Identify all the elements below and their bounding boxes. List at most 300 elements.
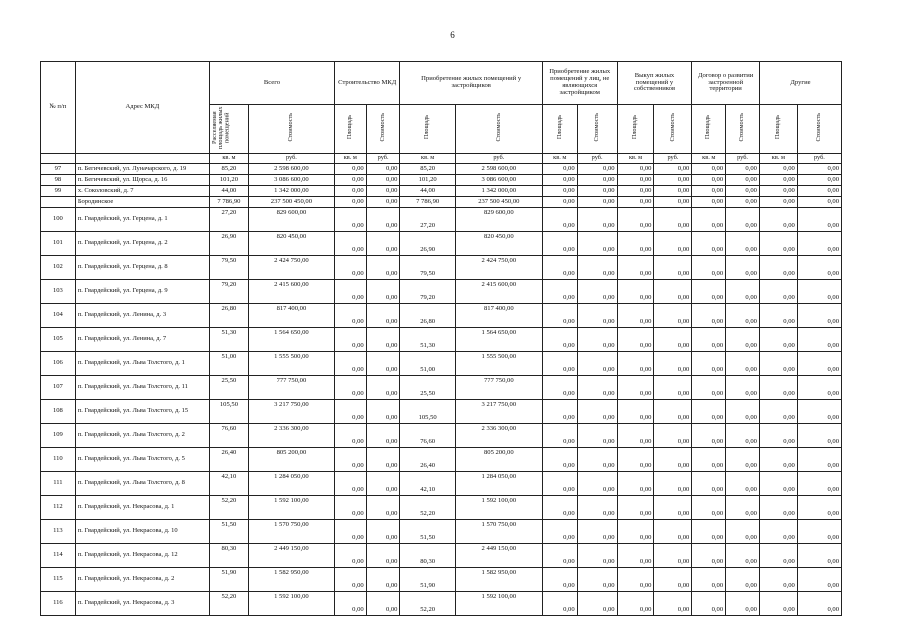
construction-cost: 0,00	[366, 280, 400, 304]
row-address: п. Гвардейский, ул. Льва Толстого, д. 11	[75, 376, 209, 400]
value-cell: 0,00	[759, 544, 797, 568]
row-number: 103	[41, 280, 76, 304]
table-body	[41, 164, 842, 616]
total-area: 79,50	[209, 256, 248, 280]
purchase-dev-cost: 1 284 050,00	[455, 472, 542, 496]
unit-cell: руб.	[455, 154, 542, 164]
purchase-dev-cost: 820 450,00	[455, 232, 542, 256]
value-cell: 0,00	[726, 568, 760, 592]
row-address: п. Гвардейский, ул. Ленина, д. 3	[75, 304, 209, 328]
row-number: 106	[41, 352, 76, 376]
construction-area: 0,00	[334, 352, 366, 376]
value-cell: 0,00	[759, 448, 797, 472]
value-cell: 0,00	[542, 376, 577, 400]
subheader-area: Площадь	[423, 115, 431, 140]
table-row	[41, 175, 842, 186]
row-address: п. Гвардейский, ул. Льва Толстого, д. 8	[75, 472, 209, 496]
purchase-dev-cost: 829 600,00	[455, 208, 542, 232]
value-cell: 0,00	[542, 472, 577, 496]
header-construction: Строительство МКД	[334, 62, 400, 105]
table-row	[41, 568, 842, 592]
table-row	[41, 208, 842, 232]
value-cell: 0,00	[726, 544, 760, 568]
value-cell: 0,00	[654, 472, 692, 496]
table-row	[41, 472, 842, 496]
purchase-dev-area: 25,50	[400, 376, 455, 400]
unit-cell: руб.	[654, 154, 692, 164]
table-row	[41, 496, 842, 520]
purchase-dev-cost: 1 564 650,00	[455, 328, 542, 352]
total-cost: 1 582 950,00	[248, 568, 334, 592]
total-area: 26,90	[209, 232, 248, 256]
purchase-dev-area: 76,60	[400, 424, 455, 448]
value-cell: 0,00	[797, 376, 841, 400]
value-cell: 0,00	[542, 280, 577, 304]
construction-cost: 0,00	[366, 175, 400, 186]
construction-cost: 0,00	[366, 256, 400, 280]
value-cell: 0,00	[759, 186, 797, 197]
total-cost: 1 592 100,00	[248, 592, 334, 616]
value-cell: 0,00	[726, 208, 760, 232]
value-cell: 0,00	[654, 400, 692, 424]
row-address: п. Гвардейский, ул. Некрасова, д. 3	[75, 592, 209, 616]
construction-cost: 0,00	[366, 186, 400, 197]
value-cell: 0,00	[726, 376, 760, 400]
construction-cost: 0,00	[366, 592, 400, 616]
unit-cell: руб.	[366, 154, 400, 164]
row-number: 99	[41, 186, 76, 197]
value-cell: 0,00	[797, 352, 841, 376]
value-cell: 0,00	[542, 256, 577, 280]
value-cell: 0,00	[577, 448, 617, 472]
construction-area: 0,00	[334, 400, 366, 424]
value-cell: 0,00	[797, 472, 841, 496]
value-cell: 0,00	[692, 280, 726, 304]
total-cost: 1 592 100,00	[248, 496, 334, 520]
purchase-dev-area: 52,20	[400, 496, 455, 520]
purchase-dev-area: 44,00	[400, 186, 455, 197]
subheader-cost: Стоимость	[378, 113, 386, 142]
construction-area: 0,00	[334, 304, 366, 328]
construction-cost: 0,00	[366, 197, 400, 208]
total-area: 105,50	[209, 400, 248, 424]
total-area: 42,10	[209, 472, 248, 496]
value-cell: 0,00	[542, 352, 577, 376]
table-row	[41, 376, 842, 400]
total-cost: 237 500 450,00	[248, 197, 334, 208]
value-cell: 0,00	[726, 175, 760, 186]
total-area: 51,50	[209, 520, 248, 544]
value-cell: 0,00	[759, 424, 797, 448]
subheader-cost: Стоимость	[494, 113, 502, 142]
units-row	[41, 154, 842, 164]
construction-area: 0,00	[334, 376, 366, 400]
purchase-dev-area: 51,50	[400, 520, 455, 544]
value-cell: 0,00	[654, 280, 692, 304]
value-cell: 0,00	[542, 520, 577, 544]
row-number: 112	[41, 496, 76, 520]
row-number: 113	[41, 520, 76, 544]
value-cell: 0,00	[577, 208, 617, 232]
value-cell: 0,00	[617, 496, 654, 520]
value-cell: 0,00	[759, 208, 797, 232]
construction-area: 0,00	[334, 520, 366, 544]
value-cell: 0,00	[577, 400, 617, 424]
row-number: 111	[41, 472, 76, 496]
value-cell: 0,00	[577, 328, 617, 352]
value-cell: 0,00	[542, 568, 577, 592]
resettlement-table	[40, 61, 842, 616]
total-cost: 829 600,00	[248, 208, 334, 232]
value-cell: 0,00	[654, 175, 692, 186]
total-cost: 3 086 600,00	[248, 175, 334, 186]
value-cell: 0,00	[654, 376, 692, 400]
value-cell: 0,00	[759, 197, 797, 208]
purchase-dev-cost: 1 342 000,00	[455, 186, 542, 197]
value-cell: 0,00	[617, 280, 654, 304]
header-buyout: Выкуп жилых помещений у собственников	[617, 62, 692, 105]
value-cell: 0,00	[726, 448, 760, 472]
row-number: 116	[41, 592, 76, 616]
value-cell: 0,00	[542, 175, 577, 186]
value-cell: 0,00	[692, 256, 726, 280]
value-cell: 0,00	[726, 186, 760, 197]
value-cell: 0,00	[617, 256, 654, 280]
total-cost: 1 570 750,00	[248, 520, 334, 544]
total-cost: 1 342 000,00	[248, 186, 334, 197]
value-cell: 0,00	[759, 592, 797, 616]
construction-area: 0,00	[334, 164, 366, 175]
construction-cost: 0,00	[366, 328, 400, 352]
value-cell: 0,00	[759, 304, 797, 328]
purchase-dev-cost: 805 200,00	[455, 448, 542, 472]
value-cell: 0,00	[577, 568, 617, 592]
purchase-dev-area: 79,50	[400, 256, 455, 280]
value-cell: 0,00	[654, 232, 692, 256]
value-cell: 0,00	[692, 400, 726, 424]
row-number: 108	[41, 400, 76, 424]
value-cell: 0,00	[542, 186, 577, 197]
construction-cost: 0,00	[366, 496, 400, 520]
value-cell: 0,00	[692, 424, 726, 448]
purchase-dev-area: 80,30	[400, 544, 455, 568]
table-row	[41, 280, 842, 304]
value-cell: 0,00	[797, 448, 841, 472]
value-cell: 0,00	[617, 472, 654, 496]
value-cell: 0,00	[654, 164, 692, 175]
value-cell: 0,00	[577, 232, 617, 256]
value-cell: 0,00	[542, 544, 577, 568]
unit-cell: кв. м	[334, 154, 366, 164]
value-cell: 0,00	[542, 592, 577, 616]
value-cell: 0,00	[542, 400, 577, 424]
purchase-dev-cost: 2 598 600,00	[455, 164, 542, 175]
value-cell: 0,00	[692, 568, 726, 592]
value-cell: 0,00	[759, 520, 797, 544]
construction-area: 0,00	[334, 256, 366, 280]
total-cost: 1 284 050,00	[248, 472, 334, 496]
purchase-dev-cost: 3 217 750,00	[455, 400, 542, 424]
total-cost: 820 450,00	[248, 232, 334, 256]
construction-cost: 0,00	[366, 352, 400, 376]
value-cell: 0,00	[726, 164, 760, 175]
construction-area: 0,00	[334, 568, 366, 592]
row-number: 101	[41, 232, 76, 256]
row-address: Бородинское	[75, 197, 209, 208]
row-address: п. Гвардейский, ул. Некрасова, д. 10	[75, 520, 209, 544]
total-area: 27,20	[209, 208, 248, 232]
value-cell: 0,00	[577, 175, 617, 186]
row-address: п. Гвардейский, ул. Герцена, д. 1	[75, 208, 209, 232]
table-row	[41, 256, 842, 280]
total-area: 51,90	[209, 568, 248, 592]
row-number: 114	[41, 544, 76, 568]
total-area: 26,40	[209, 448, 248, 472]
subheader-area-total: Расселяемая площадь жилых помещений	[210, 106, 231, 149]
purchase-dev-area: 7 786,90	[400, 197, 455, 208]
value-cell: 0,00	[797, 328, 841, 352]
row-number	[41, 197, 76, 208]
total-area: 52,20	[209, 496, 248, 520]
value-cell: 0,00	[797, 175, 841, 186]
units-empty	[41, 154, 76, 164]
unit-cell: руб.	[248, 154, 334, 164]
row-address: п. Гвардейский, ул. Герцена, д. 8	[75, 256, 209, 280]
value-cell: 0,00	[577, 544, 617, 568]
value-cell: 0,00	[759, 568, 797, 592]
value-cell: 0,00	[617, 448, 654, 472]
purchase-dev-area: 26,80	[400, 304, 455, 328]
row-number: 115	[41, 568, 76, 592]
header-purchase-developers: Приобретение жилых помещений у застройщиков	[400, 62, 542, 105]
value-cell: 0,00	[759, 175, 797, 186]
table-row	[41, 164, 842, 175]
construction-area: 0,00	[334, 280, 366, 304]
purchase-dev-cost: 1 570 750,00	[455, 520, 542, 544]
purchase-dev-area: 51,90	[400, 568, 455, 592]
total-area: 52,20	[209, 592, 248, 616]
purchase-dev-cost: 3 086 600,00	[455, 175, 542, 186]
row-address: п. Гвардейский, ул. Льва Толстого, д. 2	[75, 424, 209, 448]
table-row	[41, 352, 842, 376]
value-cell: 0,00	[692, 186, 726, 197]
value-cell: 0,00	[726, 472, 760, 496]
row-number: 97	[41, 164, 76, 175]
value-cell: 0,00	[726, 197, 760, 208]
value-cell: 0,00	[654, 568, 692, 592]
value-cell: 0,00	[692, 175, 726, 186]
construction-cost: 0,00	[366, 304, 400, 328]
value-cell: 0,00	[726, 520, 760, 544]
table-row	[41, 400, 842, 424]
units-empty	[75, 154, 209, 164]
construction-cost: 0,00	[366, 568, 400, 592]
value-cell: 0,00	[617, 592, 654, 616]
value-cell: 0,00	[577, 352, 617, 376]
value-cell: 0,00	[654, 197, 692, 208]
row-address: п. Гвардейский, ул. Некрасова, д. 1	[75, 496, 209, 520]
value-cell: 0,00	[654, 496, 692, 520]
value-cell: 0,00	[797, 186, 841, 197]
unit-cell: кв. м	[209, 154, 248, 164]
value-cell: 0,00	[692, 544, 726, 568]
construction-area: 0,00	[334, 328, 366, 352]
construction-area: 0,00	[334, 186, 366, 197]
value-cell: 0,00	[577, 472, 617, 496]
total-cost: 2 415 600,00	[248, 280, 334, 304]
row-number: 107	[41, 376, 76, 400]
row-address: п. Гвардейский, ул. Герцена, д. 9	[75, 280, 209, 304]
header-num: № п/п	[41, 62, 76, 154]
value-cell: 0,00	[654, 304, 692, 328]
purchase-dev-area: 26,90	[400, 232, 455, 256]
row-address: п. Гвардейский, ул. Льва Толстого, д. 5	[75, 448, 209, 472]
value-cell: 0,00	[654, 352, 692, 376]
unit-cell: руб.	[577, 154, 617, 164]
value-cell: 0,00	[692, 164, 726, 175]
total-area: 25,50	[209, 376, 248, 400]
total-cost: 2 449 150,00	[248, 544, 334, 568]
value-cell: 0,00	[797, 520, 841, 544]
value-cell: 0,00	[759, 496, 797, 520]
purchase-dev-cost: 2 415 600,00	[455, 280, 542, 304]
total-area: 101,20	[209, 175, 248, 186]
construction-area: 0,00	[334, 424, 366, 448]
value-cell: 0,00	[726, 328, 760, 352]
total-cost: 1 564 650,00	[248, 328, 334, 352]
row-address: п. Бегичевский, ул. Луначарского, д. 19	[75, 164, 209, 175]
value-cell: 0,00	[759, 164, 797, 175]
construction-area: 0,00	[334, 197, 366, 208]
purchase-dev-area: 51,30	[400, 328, 455, 352]
row-address: х. Соколовский, д. 7	[75, 186, 209, 197]
value-cell: 0,00	[692, 352, 726, 376]
value-cell: 0,00	[577, 520, 617, 544]
purchase-dev-cost: 2 336 300,00	[455, 424, 542, 448]
construction-area: 0,00	[334, 175, 366, 186]
row-number: 100	[41, 208, 76, 232]
construction-cost: 0,00	[366, 400, 400, 424]
construction-area: 0,00	[334, 496, 366, 520]
value-cell: 0,00	[759, 256, 797, 280]
value-cell: 0,00	[617, 568, 654, 592]
subheader-cost: Стоимость	[592, 113, 600, 142]
table-row	[41, 520, 842, 544]
value-cell: 0,00	[617, 400, 654, 424]
value-cell: 0,00	[692, 232, 726, 256]
value-cell: 0,00	[759, 352, 797, 376]
value-cell: 0,00	[692, 197, 726, 208]
value-cell: 0,00	[617, 352, 654, 376]
purchase-dev-area: 27,20	[400, 208, 455, 232]
purchase-dev-area: 42,10	[400, 472, 455, 496]
table-row	[41, 592, 842, 616]
unit-cell: кв. м	[542, 154, 577, 164]
value-cell: 0,00	[692, 376, 726, 400]
value-cell: 0,00	[617, 328, 654, 352]
value-cell: 0,00	[692, 328, 726, 352]
value-cell: 0,00	[654, 424, 692, 448]
value-cell: 0,00	[654, 328, 692, 352]
total-area: 76,60	[209, 424, 248, 448]
value-cell: 0,00	[617, 544, 654, 568]
table-row	[41, 328, 842, 352]
row-number: 105	[41, 328, 76, 352]
row-number: 110	[41, 448, 76, 472]
value-cell: 0,00	[577, 256, 617, 280]
value-cell: 0,00	[797, 256, 841, 280]
value-cell: 0,00	[577, 424, 617, 448]
purchase-dev-cost: 237 500 450,00	[455, 197, 542, 208]
value-cell: 0,00	[692, 496, 726, 520]
construction-cost: 0,00	[366, 520, 400, 544]
value-cell: 0,00	[797, 496, 841, 520]
unit-cell: кв. м	[692, 154, 726, 164]
total-area: 79,20	[209, 280, 248, 304]
value-cell: 0,00	[542, 448, 577, 472]
construction-area: 0,00	[334, 232, 366, 256]
value-cell: 0,00	[617, 175, 654, 186]
total-area: 26,80	[209, 304, 248, 328]
construction-cost: 0,00	[366, 376, 400, 400]
unit-cell: кв. м	[400, 154, 455, 164]
value-cell: 0,00	[577, 496, 617, 520]
value-cell: 0,00	[797, 304, 841, 328]
value-cell: 0,00	[654, 186, 692, 197]
value-cell: 0,00	[617, 197, 654, 208]
total-area: 7 786,90	[209, 197, 248, 208]
row-address: п. Гвардейский, ул. Герцена, д. 2	[75, 232, 209, 256]
purchase-dev-cost: 1 592 100,00	[455, 592, 542, 616]
header-territory: Договор о развитии застроенной территории	[692, 62, 760, 105]
value-cell: 0,00	[542, 232, 577, 256]
purchase-dev-area: 51,00	[400, 352, 455, 376]
value-cell: 0,00	[577, 304, 617, 328]
table-row	[41, 186, 842, 197]
table-row	[41, 232, 842, 256]
construction-area: 0,00	[334, 592, 366, 616]
value-cell: 0,00	[759, 472, 797, 496]
row-number: 98	[41, 175, 76, 186]
construction-area: 0,00	[334, 472, 366, 496]
row-address: п. Гвардейский, ул. Ленина, д. 7	[75, 328, 209, 352]
table-row	[41, 304, 842, 328]
value-cell: 0,00	[797, 592, 841, 616]
subheader-cost: Стоимость	[738, 113, 746, 142]
construction-cost: 0,00	[366, 424, 400, 448]
value-cell: 0,00	[617, 304, 654, 328]
value-cell: 0,00	[759, 328, 797, 352]
value-cell: 0,00	[654, 448, 692, 472]
value-cell: 0,00	[654, 592, 692, 616]
value-cell: 0,00	[797, 164, 841, 175]
value-cell: 0,00	[542, 424, 577, 448]
construction-cost: 0,00	[366, 208, 400, 232]
row-address: п. Бегичевский, ул. Щорса, д. 16	[75, 175, 209, 186]
purchase-dev-cost: 777 750,00	[455, 376, 542, 400]
total-area: 44,00	[209, 186, 248, 197]
value-cell: 0,00	[726, 352, 760, 376]
header-purchase-other: Приобретение жилых помещений у лиц, не являющихся застройщиком	[542, 62, 617, 105]
purchase-dev-cost: 1 555 500,00	[455, 352, 542, 376]
total-area: 80,30	[209, 544, 248, 568]
subheader-cost: Стоимость	[668, 113, 676, 142]
subheader-cost: Стоимость	[815, 113, 823, 142]
row-number: 102	[41, 256, 76, 280]
purchase-dev-area: 79,20	[400, 280, 455, 304]
row-address: п. Гвардейский, ул. Льва Толстого, д. 15	[75, 400, 209, 424]
purchase-dev-cost: 1 592 100,00	[455, 496, 542, 520]
